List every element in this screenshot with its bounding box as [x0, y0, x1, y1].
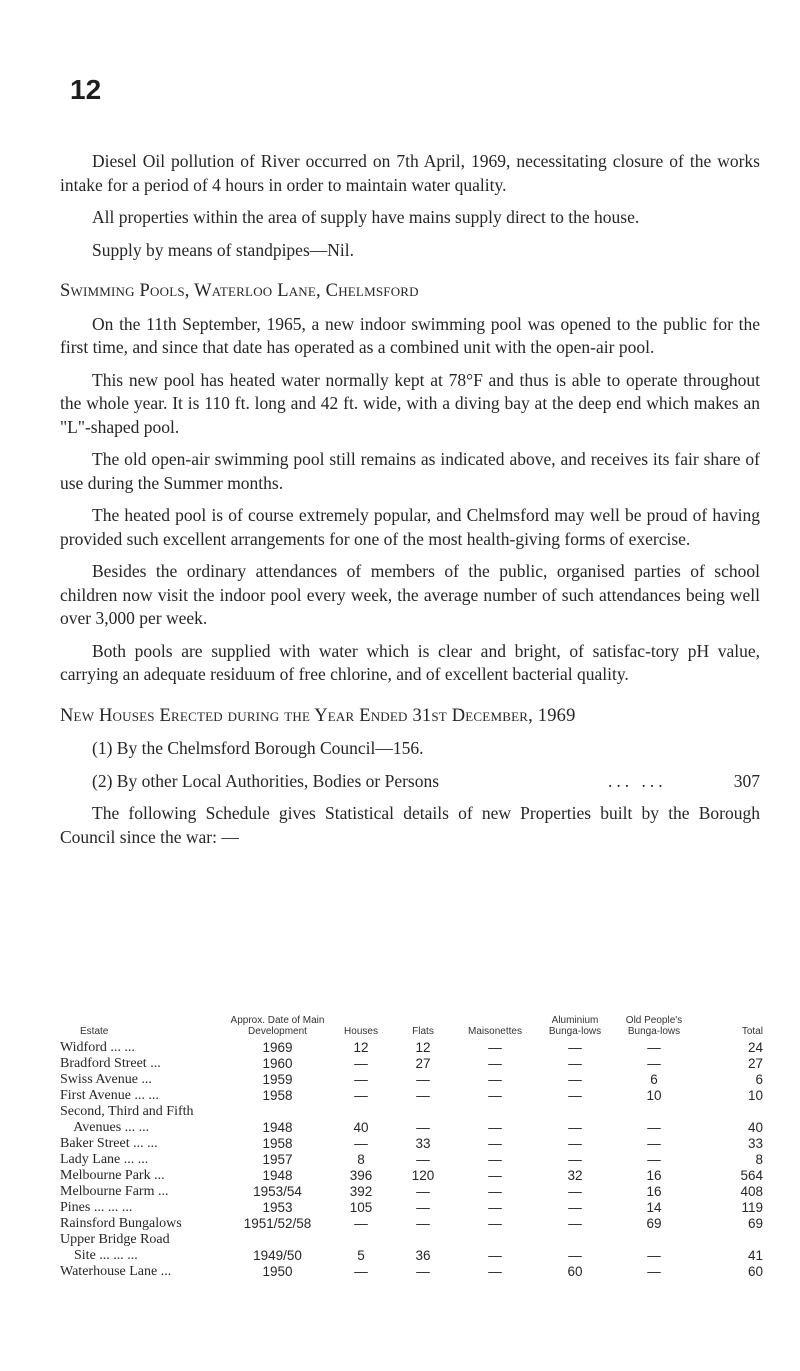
cell-estate: Pines ... ... ...: [60, 1200, 133, 1215]
cell-flats: 120: [411, 1168, 435, 1183]
cell-houses: —: [354, 1216, 368, 1231]
cell-maisonettes: —: [488, 1056, 502, 1071]
cell-total: 6: [755, 1072, 763, 1087]
cell-aluminium: —: [568, 1248, 582, 1263]
table-row: [60, 1264, 763, 1280]
cell-old-people: —: [647, 1136, 661, 1151]
cell-date: 1953: [262, 1200, 293, 1215]
col-header-aluminium: Aluminium Bunga-lows: [548, 1015, 602, 1037]
cell-date: 1948: [262, 1168, 293, 1183]
table-row: [60, 1216, 763, 1232]
cell-houses: —: [354, 1056, 368, 1071]
cell-date: 1950: [262, 1264, 293, 1279]
cell-old-people: [614, 1232, 694, 1248]
cell-maisonettes: —: [488, 1200, 502, 1215]
cell-date: [225, 1104, 330, 1120]
paragraph-pools-3: The old open-air swimming pool still remains as indicated above, and receives its fair share of use during the Summer months.: [60, 449, 760, 493]
col-header-date: Approx. Date of Main Development: [230, 1015, 325, 1037]
list-item: [60, 737, 760, 761]
cell-old-people: 14: [646, 1200, 662, 1215]
cell-estate: Second, Third and Fifth: [60, 1104, 194, 1119]
col-header-estate: Estate: [80, 1026, 109, 1037]
cell-estate: Site ... ... ...: [60, 1248, 138, 1263]
table-row: [60, 1120, 763, 1136]
cell-flats: —: [416, 1200, 430, 1215]
cell-maisonettes: —: [488, 1088, 502, 1103]
cell-aluminium: 32: [567, 1168, 583, 1183]
cell-old-people: —: [647, 1040, 661, 1055]
paragraph-pools-2: This new pool has heated water normally kept at 78°F and thus is able to operate throughout the whole year. It is 110 ft. long and 42 ft. wide, with a diving bay at the deep end which makes an "L"-shaped pool.: [60, 369, 760, 437]
cell-date: 1969: [262, 1040, 293, 1055]
col-header-maisonettes: Maisonettes: [468, 1026, 522, 1037]
cell-total: 8: [755, 1152, 763, 1167]
col-header-houses: Houses: [344, 1026, 378, 1037]
properties-schedule-table: [60, 1015, 763, 1280]
cell-estate: Bradford Street ...: [60, 1056, 161, 1071]
table-row: [60, 1056, 763, 1072]
cell-houses: 12: [353, 1040, 369, 1055]
list-item-value: 307: [733, 770, 760, 791]
table-header-row: [60, 1015, 763, 1040]
cell-total: 408: [740, 1184, 763, 1199]
cell-total: 27: [747, 1056, 763, 1071]
cell-date: 1951/52/58: [243, 1216, 312, 1231]
heading-new-houses: New Houses Erected during the Year Ended 31st December, 1969: [60, 705, 576, 726]
cell-houses: —: [354, 1072, 368, 1087]
cell-maisonettes: —: [488, 1072, 502, 1087]
cell-old-people: 6: [650, 1072, 658, 1087]
cell-maisonettes: —: [488, 1184, 502, 1199]
paragraph-schedule-intro: The following Schedule gives Statistical details of new Properties built by the Borough Council since the war: —: [60, 803, 760, 847]
cell-flats: 27: [415, 1056, 431, 1071]
paragraph-pools-1: On the 11th September, 1965, a new indoor swimming pool was opened to the public for the first time, and since that date has operated as a combined unit with the open-air pool.: [60, 313, 760, 357]
cell-estate: Swiss Avenue ...: [60, 1072, 152, 1087]
col-header-flats: Flats: [412, 1026, 434, 1037]
cell-flats: —: [416, 1264, 430, 1279]
cell-maisonettes: —: [488, 1136, 502, 1151]
list-item: [60, 770, 760, 794]
cell-aluminium: —: [568, 1040, 582, 1055]
cell-total: [694, 1104, 763, 1120]
col-header-old-people: Old People's Bunga-lows: [625, 1015, 683, 1037]
cell-date: 1958: [262, 1088, 293, 1103]
cell-estate: First Avenue ... ...: [60, 1088, 159, 1103]
cell-aluminium: —: [568, 1056, 582, 1071]
cell-aluminium: —: [568, 1200, 582, 1215]
cell-old-people: 10: [646, 1088, 662, 1103]
cell-flats: [392, 1104, 454, 1120]
cell-date: 1960: [262, 1056, 293, 1071]
cell-maisonettes: —: [488, 1152, 502, 1167]
cell-old-people: 69: [646, 1216, 662, 1231]
cell-estate: Lady Lane ... ...: [60, 1152, 149, 1167]
table-row: [60, 1088, 763, 1104]
cell-total: 60: [747, 1264, 763, 1279]
cell-old-people: —: [647, 1056, 661, 1071]
cell-houses: 40: [353, 1120, 369, 1135]
cell-date: 1958: [262, 1136, 293, 1151]
cell-flats: —: [416, 1072, 430, 1087]
cell-flats: —: [416, 1216, 430, 1231]
paragraph-pools-5: Besides the ordinary attendances of members of the public, organised parties of school children now visit the indoor pool every week, the average number of such attendances being well over 3,000 per week.: [60, 561, 760, 628]
cell-total: 41: [747, 1248, 763, 1263]
cell-old-people: —: [647, 1120, 661, 1135]
table-row: [60, 1200, 763, 1216]
cell-total: 40: [747, 1120, 763, 1135]
cell-date: 1949/50: [253, 1248, 302, 1263]
document-body: [60, 150, 760, 858]
table-row: [60, 1040, 763, 1056]
table-row: [60, 1184, 763, 1200]
table-row: [60, 1104, 763, 1120]
cell-estate: Melbourne Farm ...: [60, 1184, 169, 1199]
table-row: [60, 1072, 763, 1088]
cell-estate: Rainsford Bungalows: [60, 1216, 182, 1231]
cell-houses: 392: [349, 1184, 373, 1199]
cell-aluminium: —: [568, 1072, 582, 1087]
table-row: [60, 1152, 763, 1168]
paragraph-pools-4: The heated pool is of course extremely popular, and Chelmsford may well be proud of having provided such excellent arrangements for one of the most health-giving forms of exercise.: [60, 505, 760, 549]
houses-list: [60, 737, 760, 793]
cell-aluminium: —: [568, 1088, 582, 1103]
cell-total: 10: [747, 1088, 763, 1103]
cell-aluminium: —: [568, 1216, 582, 1231]
cell-old-people: —: [647, 1248, 661, 1263]
cell-flats: [392, 1232, 454, 1248]
cell-flats: 36: [415, 1248, 431, 1263]
table-body: [60, 1040, 763, 1280]
cell-aluminium: —: [568, 1136, 582, 1151]
table-row: [60, 1168, 763, 1184]
page-number: 12: [70, 74, 102, 105]
cell-flats: —: [416, 1152, 430, 1167]
cell-total: 33: [747, 1136, 763, 1151]
cell-total: 119: [741, 1200, 763, 1215]
cell-maisonettes: —: [488, 1264, 502, 1279]
cell-old-people: —: [647, 1152, 661, 1167]
cell-maisonettes: —: [488, 1040, 502, 1055]
cell-houses: 105: [349, 1200, 373, 1215]
cell-date: 1953/54: [253, 1184, 302, 1199]
heading-swimming-pools: Swimming Pools, Waterloo Lane, Chelmsford: [60, 281, 419, 301]
cell-aluminium: 60: [567, 1264, 583, 1279]
cell-maisonettes: [454, 1104, 536, 1120]
cell-total: 24: [747, 1040, 763, 1055]
cell-old-people: [614, 1104, 694, 1120]
paragraph-diesel-oil: Diesel Oil pollution of River occurred on 7th April, 1969, necessitating closure of the works intake for a period of 4 hours in order to maintain water quality.: [60, 151, 760, 195]
table-row: [60, 1232, 763, 1248]
table-row: [60, 1248, 763, 1264]
leader-dots: ... ...: [608, 770, 667, 791]
cell-houses: [330, 1232, 392, 1248]
cell-aluminium: —: [568, 1152, 582, 1167]
cell-houses: 396: [349, 1168, 373, 1183]
cell-date: [225, 1232, 330, 1248]
list-item-label: (1) By the Chelmsford Borough Council—156.: [92, 738, 424, 758]
cell-houses: 5: [357, 1248, 365, 1263]
col-header-total: Total: [741, 1026, 763, 1037]
paragraph-mains-supply: All properties within the area of supply have mains supply direct to the house.: [92, 207, 640, 227]
cell-houses: —: [354, 1136, 368, 1151]
cell-total: [694, 1232, 763, 1248]
cell-estate: Avenues ... ...: [60, 1120, 150, 1135]
cell-flats: 33: [415, 1136, 431, 1151]
cell-maisonettes: —: [488, 1248, 502, 1263]
cell-old-people: —: [647, 1264, 661, 1279]
cell-aluminium: —: [568, 1184, 582, 1199]
table-row: [60, 1136, 763, 1152]
cell-aluminium: [536, 1232, 614, 1248]
paragraph-pools-6: Both pools are supplied with water which is clear and bright, of satisfac-tory pH value, carrying an adequate residuum of free chlorine, and of excellent bacterial quality.: [60, 640, 760, 684]
cell-flats: —: [416, 1120, 430, 1135]
cell-maisonettes: —: [488, 1216, 502, 1231]
cell-estate: Waterhouse Lane ...: [60, 1264, 172, 1279]
cell-total: 69: [747, 1216, 763, 1231]
cell-old-people: 16: [646, 1168, 662, 1183]
cell-date: 1948: [262, 1120, 293, 1135]
cell-total: 564: [740, 1168, 763, 1183]
cell-estate: Baker Street ... ...: [60, 1136, 158, 1151]
cell-houses: [330, 1104, 392, 1120]
cell-houses: —: [354, 1088, 368, 1103]
cell-aluminium: [536, 1104, 614, 1120]
list-item-label: (2) By other Local Authorities, Bodies or Persons: [92, 770, 440, 791]
cell-old-people: 16: [646, 1184, 662, 1199]
cell-maisonettes: [454, 1232, 536, 1248]
cell-houses: —: [354, 1264, 368, 1279]
cell-aluminium: —: [568, 1120, 582, 1135]
cell-maisonettes: —: [488, 1120, 502, 1135]
cell-date: 1957: [262, 1152, 293, 1167]
cell-maisonettes: —: [488, 1168, 502, 1183]
cell-estate: Melbourne Park ...: [60, 1168, 165, 1183]
cell-estate: Widford ... ...: [60, 1040, 135, 1055]
cell-flats: —: [416, 1088, 430, 1103]
cell-flats: —: [416, 1184, 430, 1199]
cell-flats: 12: [415, 1040, 431, 1055]
cell-houses: 8: [357, 1152, 365, 1167]
cell-estate: Upper Bridge Road: [60, 1232, 170, 1247]
cell-date: 1959: [262, 1072, 293, 1087]
paragraph-standpipes: Supply by means of standpipes—Nil.: [92, 239, 354, 260]
